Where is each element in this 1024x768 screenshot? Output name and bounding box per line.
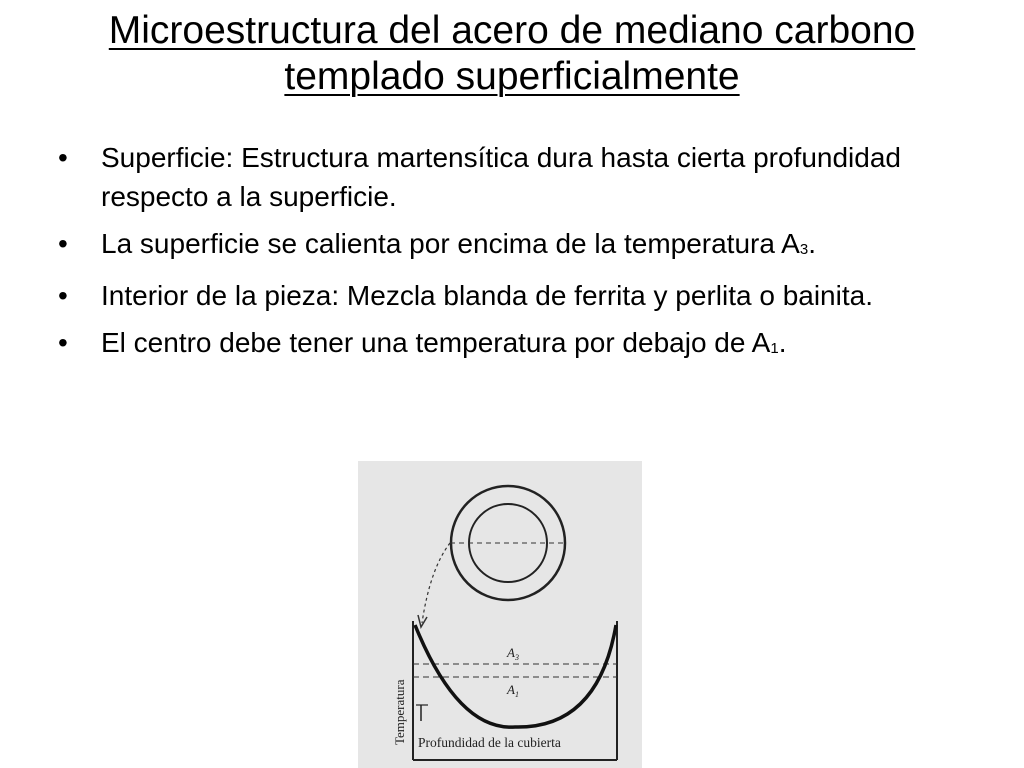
bullet-suffix: . [778,327,787,358]
bullet-list [58,138,958,375]
bullet-suffix: . [808,228,816,259]
bullet-text: El centro debe tener una temperatura por debajo de A [101,327,771,358]
temperature-curve [415,625,616,727]
bullet-subscript: 3 [799,241,809,258]
hardening-diagram-svg [358,461,642,768]
bullet-item-interior [58,276,958,315]
bullet-icon: • [58,228,68,259]
bullet-text: Interior de la pieza: Mezcla blanda de ferrita y perlita o bainita. [101,280,873,311]
bullet-icon: • [58,280,68,311]
bullet-subscript: 1 [770,340,779,357]
slide-title [0,8,1024,100]
bullet-item-surface [58,138,958,216]
bullet-text: La superficie se calienta por encima de la temperatura A [101,228,800,259]
bullet-icon: • [58,327,68,358]
bullet-text: Superficie: Estructura martensítica dura hasta cierta profundidad respecto a la superficie. [101,142,901,212]
y-axis-label: Temperatura [392,679,407,745]
bullet-icon: • [58,142,68,173]
slide-title-line-2: templado superficialmente [284,55,740,98]
leader-line [422,543,450,623]
hardening-diagram [358,461,642,768]
x-axis-label: Profundidad de la cubierta [418,735,561,750]
a3-label: $A_3$ [507,645,519,662]
a1-label: $A_1$ [507,682,519,699]
slide-title-line-1: Microestructura del acero de mediano carbono [108,9,916,52]
bullet-item-center [58,323,958,367]
bullet-item-heating [58,224,958,268]
